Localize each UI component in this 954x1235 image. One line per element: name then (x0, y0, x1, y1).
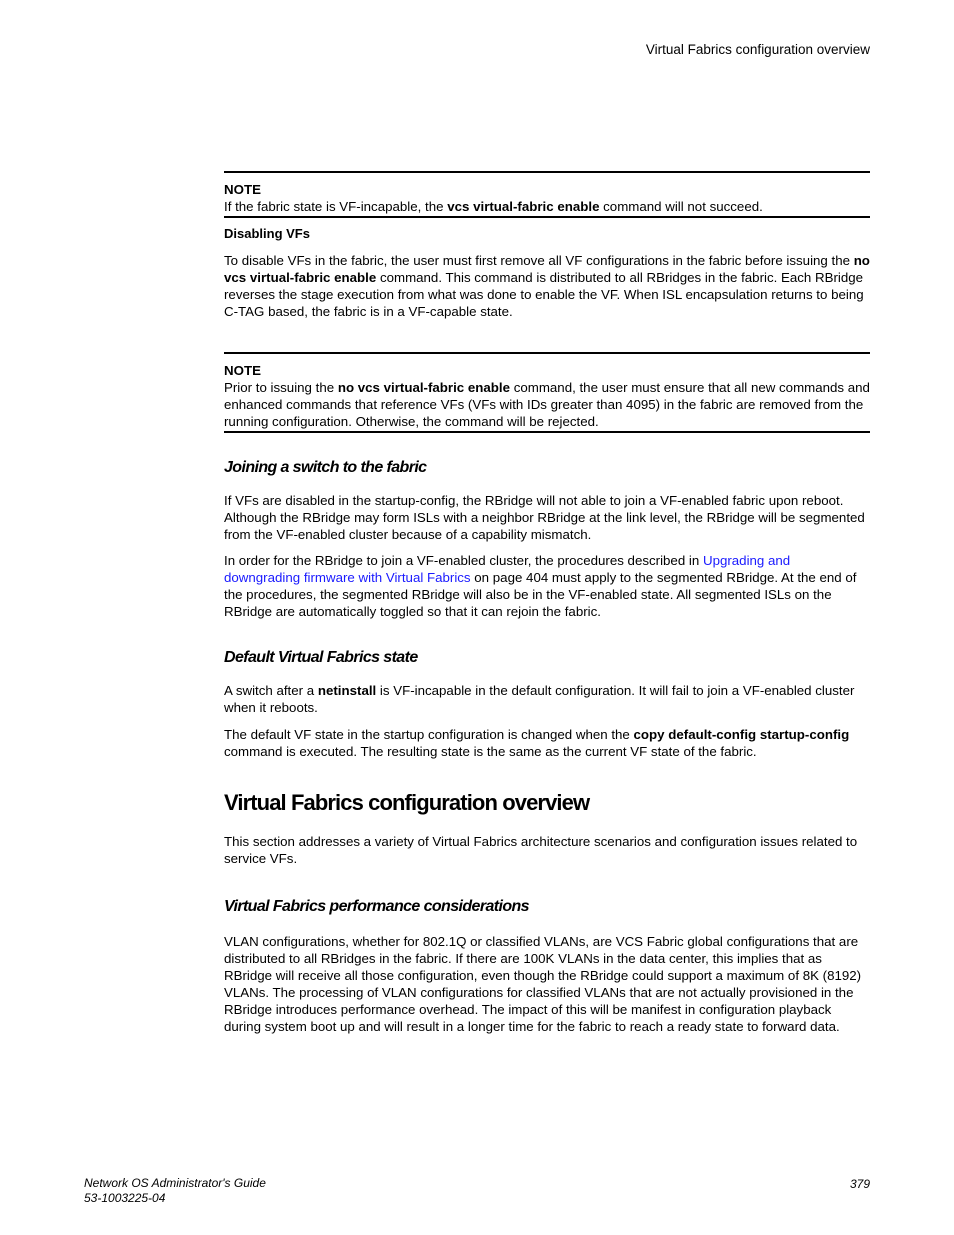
paragraph: VLAN configurations, whether for 802.1Q or classified VLANs, are VCS Fabric global configurations that are distributed to all RBridges in the fabric. If there are 100K VLANs in the data center, this implies that as RBridge will receive all those configuration, even though the RBridge could support a maximum of 8K (8192) VLANs. The processing of VLAN configurations for classified VLANs that are not actually provisioned in the RBridge introduces performance overhead. The impact of this will be manifest in configuration playback during system boot up and will result in a longer time for the fabric to reach a ready state to forward data. (224, 934, 862, 1034)
paragraph: In order for the RBridge to join a VF-enabled cluster, the procedures described in Upgrading and downgrading firmware with Virtual Fabrics on page 404 must apply to the segmented RBridge. At the end of the procedures, the segmented RBridge will also be in the VF-enabled state. All segmented ISLs on the RBridge are automatically toggled so that it can rejoin the fabric. (224, 553, 857, 619)
page-number: 379 (849, 1177, 870, 1191)
note-text: If the fabric state is VF-incapable, the vcs virtual-fabric enable command will not succeed. (224, 199, 763, 214)
paragraph: To disable VFs in the fabric, the user must first remove all VF configurations in the fabric before issuing the no vcs virtual-fabric enable command. This command is distributed to all RBridges in the fabric. Each RBridge reverses the stage execution from what was done to enable the VF. When ISL encapsulation returns to being C-TAG based, the fabric is in a VF-capable state. (224, 253, 870, 319)
paragraph: A switch after a netinstall is VF-incapable in the default configuration. It will fail to join a VF-enabled cluster when it reboots. (224, 683, 855, 715)
footer-doc-info (84, 1176, 266, 1206)
note-text: Prior to issuing the no vcs virtual-fabric enable command, the user must ensure that all new commands and enhanced commands that reference VFs (VFs with IDs greater than 4095) in the fabric are removed from the running configuration. Otherwise, the command will be rejected. (224, 380, 870, 429)
section-heading: Joining a switch to the fabric (224, 459, 427, 476)
cross-reference-link[interactable]: Upgrading and downgrading firmware with Virtual Fabrics (224, 553, 791, 585)
command-name: vcs virtual-fabric enable (447, 199, 600, 214)
footer-doc-number: 53-1003225-04 (84, 1191, 166, 1205)
note-label: NOTE (224, 363, 261, 378)
command-name: copy default-config startup-config (633, 727, 850, 742)
paragraph: If VFs are disabled in the startup-config, the RBridge will not able to join a VF-enabled fabric upon reboot. Although the RBridge may form ISLs with a neighbor RBridge at the link level, the RBridge will be segmented from the VF-enabled cluster because of a capability mismatch. (224, 493, 865, 542)
paragraph: This section addresses a variety of Virtual Fabrics architecture scenarios and configuration issues related to service VFs. (224, 834, 858, 866)
section-heading: Default Virtual Fabrics state (224, 649, 418, 666)
footer-doc-title: Network OS Administrator's Guide (84, 1176, 266, 1190)
command-name: no vcs virtual-fabric enable (337, 380, 511, 395)
command-name: netinstall (317, 683, 377, 698)
command-name: no vcs virtual-fabric enable (224, 253, 870, 285)
note-label: NOTE (224, 182, 261, 197)
note-box (224, 352, 870, 433)
paragraph: The default VF state in the startup configuration is changed when the copy default-config startup-config command is executed. The resulting state is the same as the current VF state of the fabric. (224, 727, 850, 759)
section-heading: Disabling VFs (224, 226, 310, 241)
note-box (224, 171, 870, 218)
chapter-section-title: Virtual Fabrics configuration overview (224, 790, 590, 815)
section-heading: Virtual Fabrics performance considerations (224, 898, 529, 915)
running-header: Virtual Fabrics configuration overview (645, 42, 870, 57)
